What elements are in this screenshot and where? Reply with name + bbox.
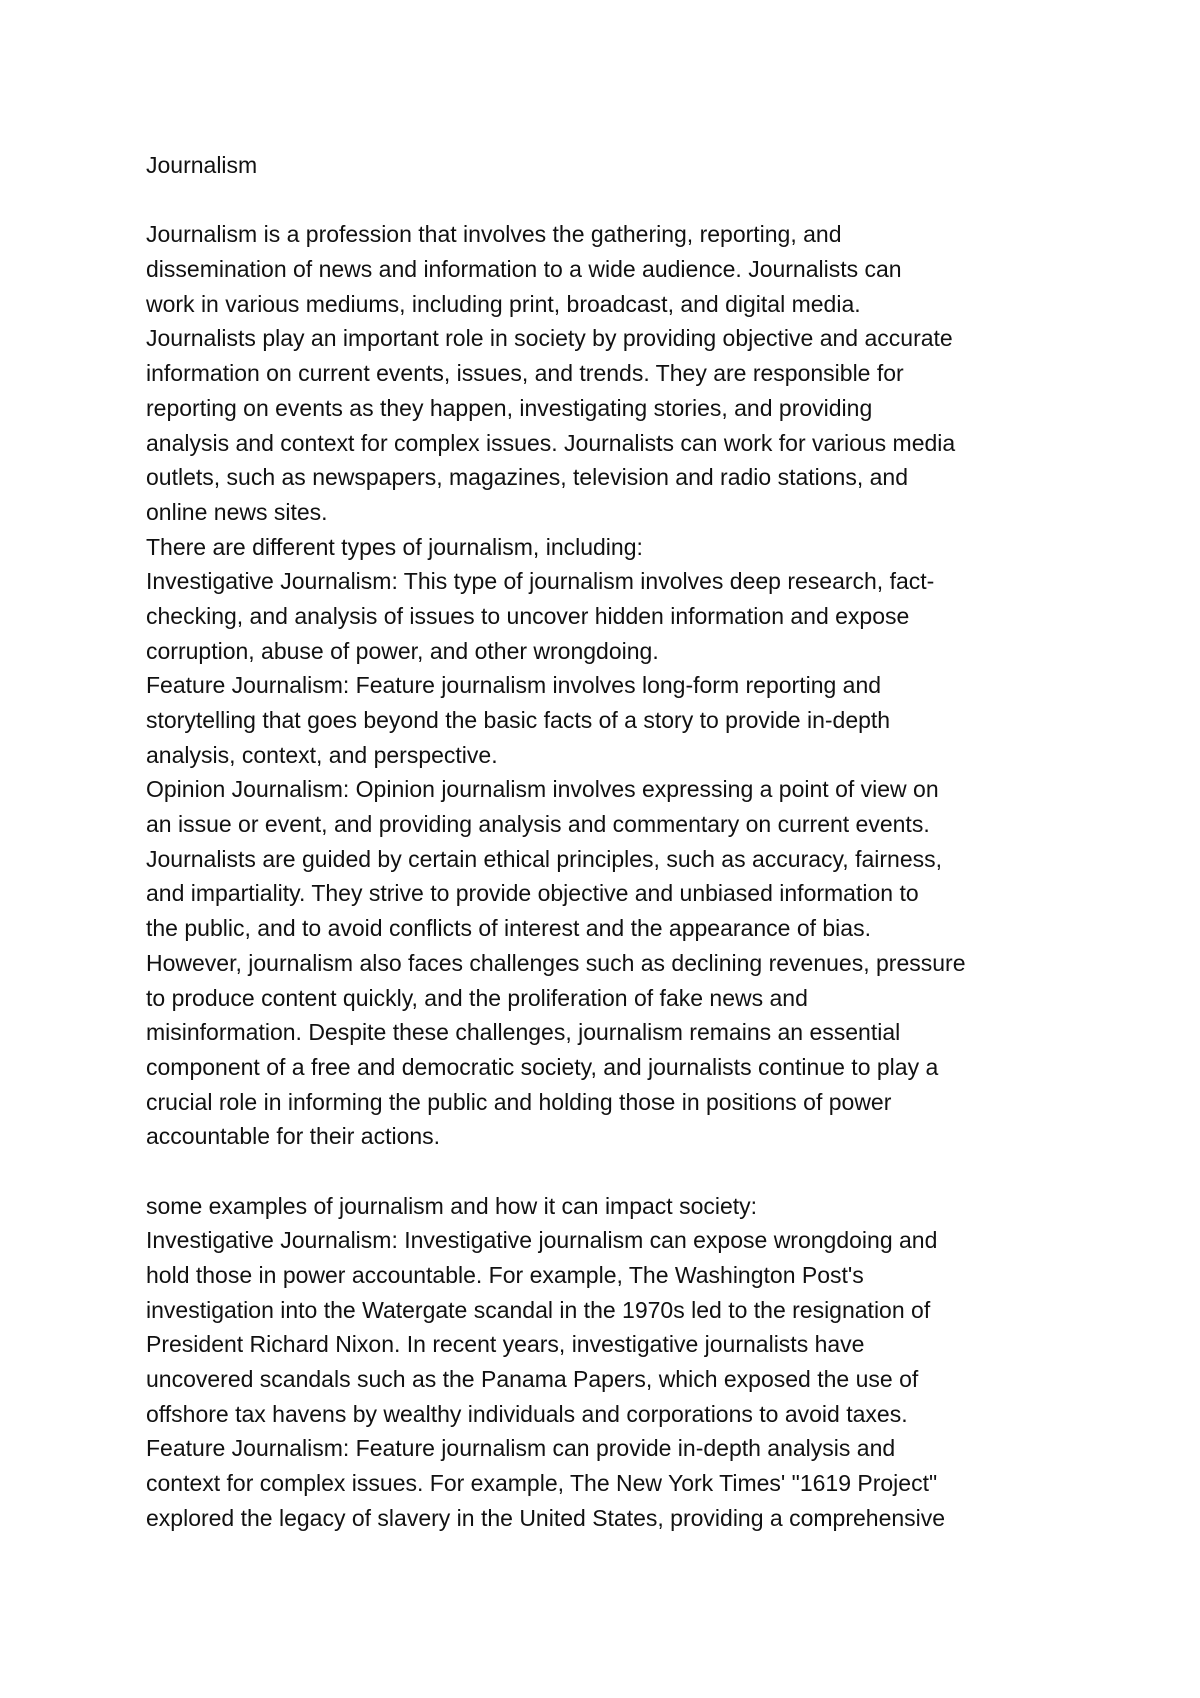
text-line: Journalists play an important role in society by providing objective and accurate xyxy=(146,325,953,352)
text-line: analysis and context for complex issues. Journalists can work for various media xyxy=(146,429,956,456)
text-line: uncovered scandals such as the Panama Papers, which exposed the use of xyxy=(146,1366,919,1393)
text-line: offshore tax havens by wealthy individuals and corporations to avoid taxes. xyxy=(146,1400,908,1427)
text-line: component of a free and democratic society, and journalists continue to play a xyxy=(146,1053,939,1080)
text-line: an issue or event, and providing analysis and commentary on current events. xyxy=(146,811,930,838)
text-line: context for complex issues. For example, The New York Times' "1619 Project" xyxy=(146,1470,938,1497)
text-line: reporting on events as they happen, investigating stories, and providing xyxy=(146,394,873,421)
text-line: outlets, such as newspapers, magazines, television and radio stations, and xyxy=(146,464,908,491)
text-line: Journalism is a profession that involves the gathering, reporting, and xyxy=(146,221,842,248)
text-line: the public, and to avoid conflicts of interest and the appearance of bias. xyxy=(146,915,871,942)
blank-line xyxy=(146,1154,1086,1189)
text-line: Feature Journalism: Feature journalism can provide in-depth analysis and xyxy=(146,1435,896,1462)
text-line: crucial role in informing the public and holding those in positions of power xyxy=(146,1088,892,1115)
text-line: storytelling that goes beyond the basic facts of a story to provide in-depth xyxy=(146,707,891,733)
text-line: to produce content quickly, and the proliferation of fake news and xyxy=(146,984,808,1011)
text-line: Journalists are guided by certain ethical principles, such as accuracy, fairness, xyxy=(146,845,943,872)
text-line: work in various mediums, including print, broadcast, and digital media. xyxy=(146,290,861,317)
text-line: misinformation. Despite these challenges, journalism remains an essential xyxy=(146,1019,901,1046)
text-line: Feature Journalism: Feature journalism involves long-form reporting and xyxy=(146,672,882,699)
text-line: hold those in power accountable. For example, The Washington Post's xyxy=(146,1262,864,1288)
text-line: investigation into the Watergate scandal in the 1970s led to the resignation of xyxy=(146,1296,931,1323)
document-body xyxy=(146,148,1086,1536)
text-line: some examples of journalism and how it can impact society: xyxy=(146,1192,758,1219)
text-line: Investigative Journalism: This type of journalism involves deep research, fact- xyxy=(146,568,935,595)
blank-line xyxy=(146,183,1086,218)
text-line: corruption, abuse of power, and other wrongdoing. xyxy=(146,637,659,664)
section-2 xyxy=(146,1189,1086,1536)
text-line: and impartiality. They strive to provide objective and unbiased information to xyxy=(146,880,919,907)
text-line: explored the legacy of slavery in the United States, providing a comprehensive xyxy=(146,1504,946,1531)
section-1 xyxy=(146,217,1086,1154)
text-line: analysis, context, and perspective. xyxy=(146,741,498,768)
text-line: online news sites. xyxy=(146,498,328,525)
document-title: Journalism xyxy=(146,152,258,178)
text-line: However, journalism also faces challenges such as declining revenues, pressure xyxy=(146,949,966,976)
text-line: dissemination of news and information to a wide audience. Journalists can xyxy=(146,256,902,283)
text-line: President Richard Nixon. In recent years, investigative journalists have xyxy=(146,1331,865,1358)
text-line: Opinion Journalism: Opinion journalism involves expressing a point of view on xyxy=(146,776,939,803)
text-line: accountable for their actions. xyxy=(146,1123,441,1150)
text-line: There are different types of journalism, including: xyxy=(146,533,643,560)
text-line: information on current events, issues, and trends. They are responsible for xyxy=(146,360,904,387)
text-line: Investigative Journalism: Investigative journalism can expose wrongdoing and xyxy=(146,1227,938,1254)
text-line: checking, and analysis of issues to uncover hidden information and expose xyxy=(146,602,910,629)
